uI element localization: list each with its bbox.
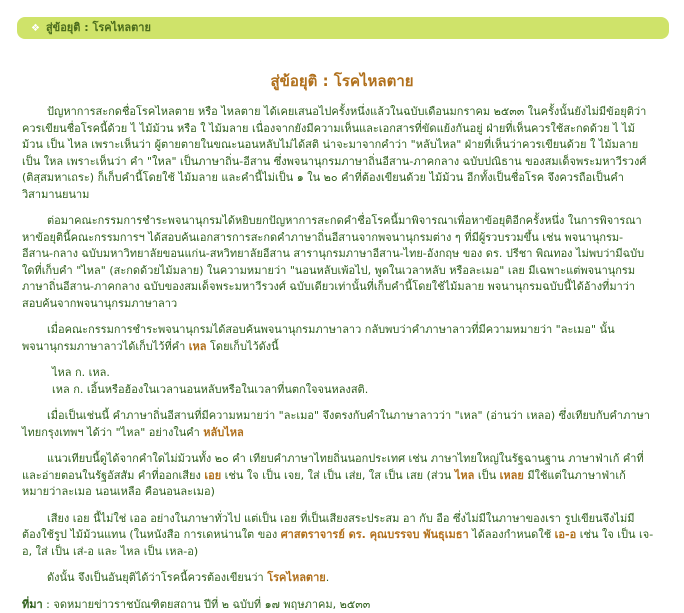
quote-line-2: เหล ก. เอิ้นหรือฮ้องในเวลานอนหลับหรือในเวลาที่นตกใจจนหลงสติ. (52, 382, 654, 399)
highlight: เหลย (500, 469, 524, 482)
article-title: สู่ข้อยุติ : โรคไหลตาย (0, 70, 684, 93)
highlight: โรคไหลตาย (267, 571, 325, 584)
header-bar (17, 17, 669, 39)
text: ได้ลองกำหนดใช้ (469, 528, 555, 541)
text: เมื่อคณะกรรมการชำระพจนานุกรมได้สอบค้นพจนานุกรมภาษาลาว กลับพบว่าคำภาษาลาวที่มีความหมายว่า "ละเมอ" นั้น พจนานุกรมภาษาลาวได้เก็บไว้ที่คำ (22, 323, 615, 353)
quote-line-1: ไหล ก. เหล. (52, 365, 654, 382)
highlight: หลับไหล (203, 426, 244, 439)
header-title: สู่ข้อยุติ : โรคไหลตาย (46, 20, 151, 37)
text: . (326, 571, 330, 584)
text: แนวเทียบนี้ดูได้จากคำใดไม่ม้วนทั้ง ๒๐ คำ เทียบคำภาษาไทยถิ่นนอกประเทศ เช่น ภาษาไทยใหญ่ในรัฐฉานฐาน ภาษาฟ่าเก้ คำที่ และอ่ายตอนในรัฐอัสสัม คำที่ออกเสียง (22, 452, 644, 482)
text: มีใช้แต่ในภาษาฟ่าเก้ หมายว่าละเมอ นอนเหลือ คือนอนละเมอ) (22, 469, 626, 499)
paragraph-1: ปัญหาการสะกดชื่อโรคไหลตาย หรือ ไหลตาย ได้เคยเสนอไปครั้งหนึ่งแล้วในฉบับเดือนมกราคม ๒๕๓๓ ในครั้งนั้นยังไม่มีข้อยุติว่าควรเขียนชื่อโรคนี้ด้วย ไ ไม้ม้วน หรือ ใ ไม้มลาย เนื่องจากยังมีความเห็นและเอกสารที่ขัดแย้งกันอยู่ ฝ่ายที่เห็นควรใช้สะกดด้วย ไ ไม้ม้วน เป็น ไหล เพราะเห็นว่า ผู้ตายตายในขณะนอนหลับไม่ได้สติ น่าจะมาจากคำว่า "หลับไหล" ฝ่ายที่เห็นว่าควรเขียนด้วย ใ ไม้มลาย เป็น ใหล เพราะเห็นว่า คำ "ใหล" เป็นภาษาถิ่น-อีสาน ซึ่งพจนานุกรมภาษาถิ่นอีสาน-ภาคกลาง ฉบับปณิธาน ของสมเด็จพระมหาวีรวงศ์ (ติสฺสมหาเถระ) ก็เก็บคำนี้โดยใช้ ไม้มลาย และคำนี้ไม่เป็น ๑ ใน ๒๐ คำที่ต้องเขียนด้วย ไม้ม้วน อีกทั้งเป็นชื่อโรค จึงควรถือเป็นคำวิสามานยนาม (22, 104, 654, 203)
text: เป็น (474, 469, 499, 482)
highlight: เหล (189, 340, 207, 353)
paragraph-4 (22, 408, 654, 441)
highlight: เอ-อ (555, 528, 577, 541)
paragraph-7 (22, 570, 654, 587)
text: โดยเก็บไว้ดังนี้ (207, 340, 279, 353)
highlight: เอย (204, 469, 221, 482)
paragraph-5 (22, 451, 654, 501)
article-body (22, 104, 654, 613)
text: เช่น ใจ เป็น เจย, ใส่ เป็น เส่ย, ใส เป็น เสย (ส่วน (221, 469, 455, 482)
paragraph-2: ต่อมาคณะกรรมการชำระพจนานุกรมได้หยิบยกปัญหาการสะกดคำชื่อโรคนี้มาพิจารณาเพื่อหาข้อยุติอีกครั้งหนึ่ง ในการพิจารณาหาข้อยุตินี้คณะกรรมการฯ ได้สอบค้นเอกสารการสะกดคำภาษาถิ่นอีสานจากพจนานุกรมต่าง ๆ ที่มีผู้รวบรวมขึ้น เช่น พจนานุกรม-อีสาน-กลาง ฉบับมหาวิทยาลัยขอนแก่น-สหวิทยาลัยอีสาน สารานุกรมภาษาอีสาน-ไทย-อังกฤษ ของ ดร. ปรีชา พิณทอง ไม่พบว่ามีฉบับใดที่เก็บคำ "ไหล" (สะกดด้วยไม้มลาย) ในความหมายว่า "นอนหลับเพ้อไป, พูดในเวลาหลับ หรือละเมอ" เลย มีเฉพาะแต่พจนานุกรมภาษาถิ่นอีสาน-ภาคกลาง ฉบับของสมเด็จพระมหาวีรวงศ์ ฉบับเดียวเท่านั้นที่เก็บคำนี้โดยใช้ไม้มลาย พจนานุกรมฉบับนี้ได้อ้างที่มาว่าสอบค้นจากพจนานุกรมภาษาลาว (22, 213, 654, 312)
text: เสียง เอย นี้ไม่ใช่ เออ อย่างในภาษาทั่วไป แต่เป็น เอย ที่เป็นเสียงสระประสม อา กับ อือ ซึ่งไม่มีในภาษาของเรา รูปเขียนจึงไม่มี ต้องใช้รูป ไม้ม้วนแทน (ในหนังสือ การเดหน่านใต ของ (22, 512, 634, 542)
text: ดังนั้น จึงเป็นอันยุติได้ว่าโรคนี้ควรต้องเขียนว่า (47, 571, 267, 584)
bullet-icon: ❖ (31, 21, 40, 36)
source-text: : จดหมายข่าวราชบัณฑิตยสถาน ปีที่ ๒ ฉบับที่ ๑๗ พฤษภาคม, ๒๕๓๓ (43, 598, 371, 611)
paragraph-6 (22, 511, 654, 561)
text: เช่น ใจ เป็น เจ-อ, ใส่ เป็น เส่-อ และ ไหล เป็น เหล-อ) (22, 528, 653, 558)
highlight: ไหล (455, 469, 475, 482)
highlight: ศาสตราจารย์ ดร. คุณบรรจบ พันธุเมธา (281, 528, 469, 541)
source-line (22, 597, 654, 613)
source-label: ที่มา (22, 598, 43, 611)
text: เมื่อเป็นเช่นนี้ คำภาษาถิ่นอีสานที่มีความหมายว่า "ละเมอ" จึงตรงกับคำในภาษาลาวว่า "เหล" (อ่านว่า เหลอ) ซึ่งเทียบกับคำภาษาไทยกรุงเทพฯ ได้ว่า "ไหล" อย่างในคำ (22, 409, 650, 439)
dictionary-quote (52, 365, 654, 398)
paragraph-3 (22, 322, 654, 355)
